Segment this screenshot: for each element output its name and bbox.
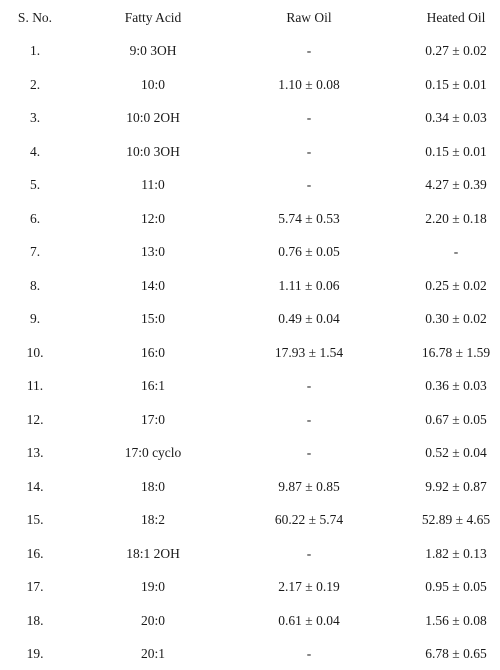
cell-raw-oil: -: [306, 445, 312, 460]
cell-fatty-acid: 10:0 3OH: [126, 143, 180, 159]
table-row: [0, 435, 500, 469]
cell-raw-oil: -: [306, 143, 312, 159]
cell-fatty-acid: 17:0 cyclo: [124, 445, 182, 460]
cell-serial-number: 12.: [26, 411, 44, 427]
cell-heated-oil: 16.78 ± 1.59: [421, 344, 491, 360]
cell-serial-number: 16.: [26, 545, 44, 561]
cell-raw-oil: 2.17 ± 0.19: [278, 579, 340, 594]
cell-raw-oil: 0.49 ± 0.04: [278, 311, 340, 326]
cell-serial-number: 11.: [26, 378, 44, 393]
cell-heated-oil: -: [453, 244, 459, 259]
cell-heated-oil: 0.25 ± 0.02: [425, 277, 487, 293]
cell-heated-oil: 2.20 ± 0.18: [425, 210, 487, 226]
cell-serial-number: 8.: [29, 277, 41, 293]
cell-heated-oil: 0.36 ± 0.03: [425, 378, 487, 393]
cell-raw-oil: -: [306, 110, 312, 125]
cell-serial-number: 3.: [29, 110, 41, 125]
cell-fatty-acid: 18:2: [140, 512, 166, 527]
cell-heated-oil: 1.82 ± 0.13: [425, 545, 487, 561]
cell-raw-oil: 0.61 ± 0.04: [278, 612, 340, 628]
cell-fatty-acid: 18:0: [140, 478, 166, 494]
table-row: [0, 402, 500, 436]
table-header-row: [0, 0, 500, 33]
table-row: [0, 368, 500, 402]
cell-raw-oil: -: [306, 43, 312, 58]
cell-fatty-acid: 14:0: [140, 277, 166, 293]
cell-raw-oil: 1.10 ± 0.08: [278, 76, 340, 92]
cell-raw-oil: 9.87 ± 0.85: [278, 478, 340, 494]
cell-fatty-acid: 16:1: [140, 378, 166, 393]
table-row: [0, 67, 500, 101]
table-row: [0, 234, 500, 268]
cell-heated-oil: 0.95 ± 0.05: [425, 579, 487, 594]
cell-fatty-acid: 18:1 2OH: [126, 545, 180, 561]
cell-raw-oil: -: [306, 411, 312, 427]
cell-fatty-acid: 9:0 3OH: [129, 43, 177, 58]
cell-serial-number: 10.: [26, 344, 44, 360]
table-row: [0, 134, 500, 168]
cell-heated-oil: 52.89 ± 4.65: [421, 512, 491, 527]
cell-fatty-acid: 20:1: [140, 646, 166, 661]
cell-raw-oil: -: [306, 378, 312, 393]
table-row: [0, 335, 500, 369]
cell-fatty-acid: 13:0: [140, 244, 166, 259]
table-row: [0, 636, 500, 670]
cell-serial-number: 9.: [29, 311, 41, 326]
table-row: [0, 502, 500, 536]
header-raw-oil: Raw Oil: [286, 10, 332, 25]
cell-fatty-acid: 17:0: [140, 411, 166, 427]
cell-raw-oil: -: [306, 646, 312, 661]
header-heated-oil: Heated Oil: [426, 10, 486, 25]
table-row: [0, 201, 500, 235]
cell-fatty-acid: 15:0: [140, 311, 166, 326]
cell-raw-oil: -: [306, 545, 312, 561]
cell-serial-number: 7.: [29, 244, 41, 259]
table-row: [0, 268, 500, 302]
cell-fatty-acid: 16:0: [140, 344, 166, 360]
table-row: [0, 167, 500, 201]
table-body: [0, 33, 500, 670]
cell-raw-oil: 5.74 ± 0.53: [278, 210, 340, 226]
cell-heated-oil: 0.15 ± 0.01: [425, 76, 487, 92]
cell-heated-oil: 0.52 ± 0.04: [425, 445, 487, 460]
cell-serial-number: 1.: [29, 43, 41, 58]
cell-raw-oil: -: [306, 177, 312, 192]
cell-fatty-acid: 10:0: [140, 76, 166, 92]
table-row: [0, 536, 500, 570]
cell-serial-number: 6.: [29, 210, 41, 226]
cell-fatty-acid: 19:0: [140, 579, 166, 594]
cell-serial-number: 5.: [29, 177, 41, 192]
cell-heated-oil: 6.78 ± 0.65: [425, 646, 487, 661]
table-row: [0, 469, 500, 503]
cell-serial-number: 14.: [26, 478, 44, 494]
cell-serial-number: 13.: [26, 445, 44, 460]
table-row: [0, 100, 500, 134]
cell-fatty-acid: 12:0: [140, 210, 166, 226]
header-serial-number: S. No.: [17, 10, 53, 25]
cell-heated-oil: 0.34 ± 0.03: [425, 110, 487, 125]
cell-raw-oil: 1.11 ± 0.06: [278, 277, 340, 293]
cell-fatty-acid: 20:0: [140, 612, 166, 628]
cell-serial-number: 2.: [29, 76, 41, 92]
cell-raw-oil: 60.22 ± 5.74: [274, 512, 344, 527]
cell-serial-number: 17.: [26, 579, 44, 594]
table-row: [0, 569, 500, 603]
cell-serial-number: 4.: [29, 143, 41, 159]
cell-heated-oil: 0.15 ± 0.01: [425, 143, 487, 159]
header-fatty-acid: Fatty Acid: [124, 10, 182, 25]
cell-heated-oil: 1.56 ± 0.08: [425, 612, 487, 628]
table-row: [0, 603, 500, 637]
cell-fatty-acid: 10:0 2OH: [126, 110, 180, 125]
cell-heated-oil: 9.92 ± 0.87: [425, 478, 487, 494]
cell-serial-number: 18.: [26, 612, 44, 628]
table-row: [0, 301, 500, 335]
cell-serial-number: 19.: [26, 646, 44, 661]
cell-fatty-acid: 11:0: [141, 177, 165, 192]
cell-heated-oil: 0.27 ± 0.02: [425, 43, 487, 58]
table-row: [0, 33, 500, 67]
cell-heated-oil: 0.30 ± 0.02: [425, 311, 487, 326]
cell-heated-oil: 4.27 ± 0.39: [425, 177, 487, 192]
cell-raw-oil: 0.76 ± 0.05: [278, 244, 340, 259]
cell-serial-number: 15.: [26, 512, 44, 527]
cell-heated-oil: 0.67 ± 0.05: [425, 411, 487, 427]
cell-raw-oil: 17.93 ± 1.54: [274, 344, 344, 360]
